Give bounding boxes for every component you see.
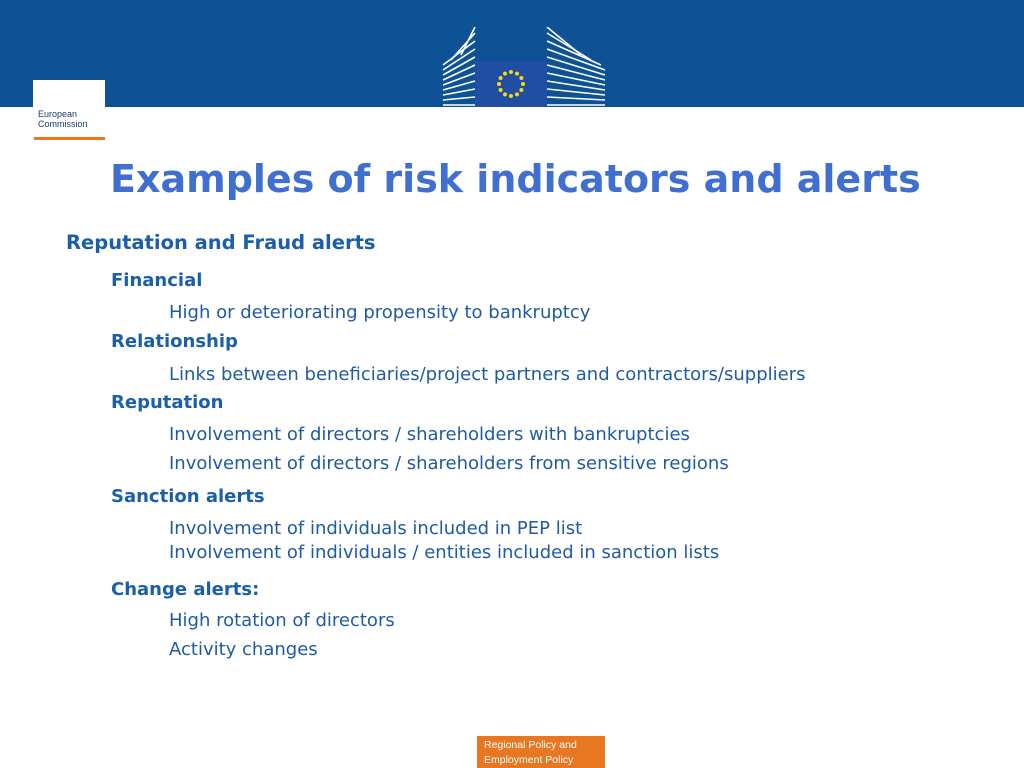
footer-dg-label: [477, 736, 605, 768]
logo-orange-rule: [34, 137, 105, 140]
group-heading-reputation: Reputation: [111, 392, 224, 413]
section-heading: Reputation and Fraud alerts: [66, 231, 376, 254]
footer-label-line2: Employment Policy: [484, 754, 574, 766]
group-heading-financial: Financial: [111, 270, 203, 291]
logo-text: [38, 109, 108, 129]
building-icon: [441, 27, 607, 143]
list-item: Activity changes: [169, 639, 318, 660]
list-item: Involvement of directors / shareholders with bankruptcies: [169, 424, 690, 445]
group-heading-sanction-alerts: Sanction alerts: [111, 486, 265, 507]
list-item: Links between beneficiaries/project partners and contractors/suppliers: [169, 364, 806, 385]
list-item: High rotation of directors: [169, 610, 395, 631]
logo-text-line1: European: [38, 109, 78, 119]
list-item: High or deteriorating propensity to bankruptcy: [169, 302, 591, 323]
footer-label-line1: Regional Policy and: [484, 739, 577, 751]
european-commission-logo: [441, 27, 607, 143]
list-item: Involvement of directors / shareholders from sensitive regions: [169, 453, 729, 474]
slide-title: Examples of risk indicators and alerts: [110, 157, 921, 201]
eu-flag: [475, 61, 547, 107]
group-heading-relationship: Relationship: [111, 331, 238, 352]
list-item: Involvement of individuals included in PEP list: [169, 518, 583, 539]
list-item: Involvement of individuals / entities included in sanction lists: [169, 542, 720, 563]
logo-text-line2: Commission: [38, 119, 88, 129]
group-heading-change-alerts: Change alerts:: [111, 579, 260, 600]
